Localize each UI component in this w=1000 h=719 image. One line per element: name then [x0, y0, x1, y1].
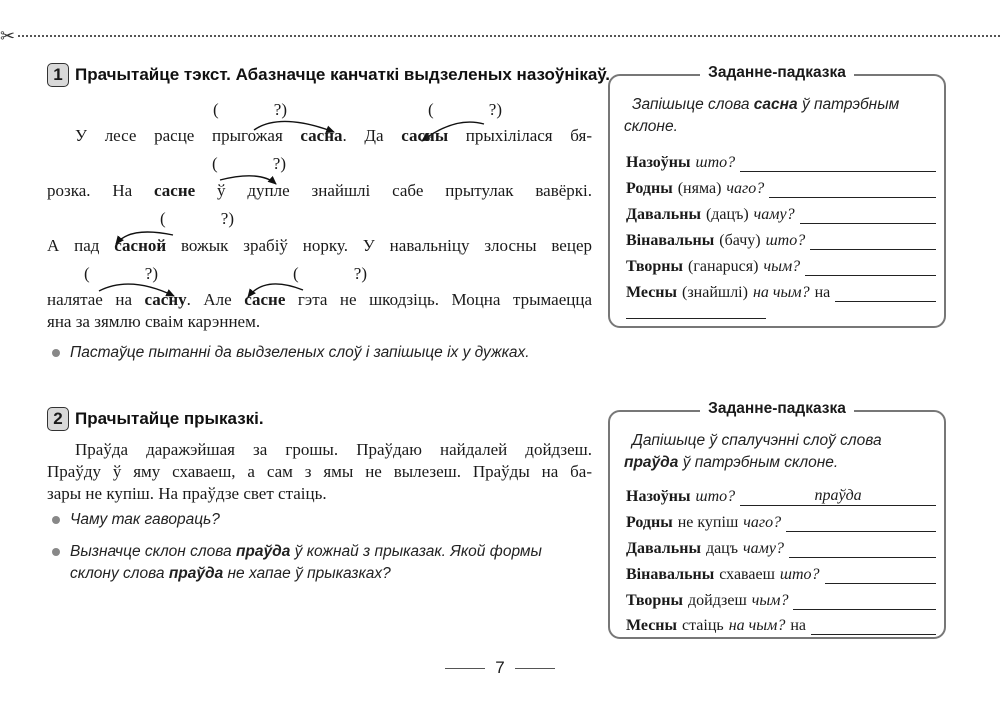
text-line-4: налятае на сасну. Але сасне гэта не шкодзіць. Моцна трымаецца	[47, 290, 592, 309]
answer-field[interactable]	[800, 206, 936, 224]
task-2-bullet-1: Чаму так гавораць?	[52, 509, 592, 531]
answer-field[interactable]	[810, 232, 936, 250]
hint-1-row-instrumental: Творны (ганарuся) чым?	[626, 254, 936, 276]
footer-rule-right	[515, 668, 555, 669]
answer-field[interactable]	[825, 566, 936, 584]
text-line-2: розка. На сасне ў дупле знайшлі сабе прытулак вавёркі.	[47, 181, 593, 200]
scissors-icon: ✂	[0, 26, 16, 47]
text-line-5: яна за зямлю сваім карэннем.	[47, 312, 261, 331]
page-footer	[0, 658, 1000, 678]
hint-1-row-nominative: Назоўны што?	[626, 150, 936, 172]
question-blank-4[interactable]: ( ?)	[160, 209, 234, 228]
proverb-line-2: Праўду ў яму схаваеш, а сам з ямы не вылезеш. Праўды на ба-	[47, 462, 592, 481]
answer-field[interactable]	[811, 617, 936, 635]
hint-2-title: Заданне-падказка	[610, 400, 944, 418]
hint-1-row-dative: Давальны (дацъ) чаму?	[626, 202, 936, 224]
answer-field[interactable]	[805, 258, 936, 276]
hint-2-row-accusative: Вінавальны схаваеш што?	[626, 562, 936, 584]
task-1-title: Прачытайце тэкст. Абазначце канчаткі выдзеленых назоўнікаў.	[75, 65, 610, 84]
hint-2-instruction: Дапішыце ў спалучэнні слоў слова праўда ў патрэбным склоне.	[624, 432, 882, 471]
hint-1-row-accusative: Вінавальны (бачу) што?	[626, 228, 936, 250]
text-line-1: У лесе расце прыгожая сасна. Да сасны прыхілілася бя-	[75, 126, 592, 145]
hint-box-1	[608, 64, 946, 328]
answer-field[interactable]	[789, 540, 936, 558]
task-1-number: 1	[47, 63, 69, 87]
text-line-3: А пад сасной вожык зрабіў норку. У навальніцу злосны вецер	[47, 236, 592, 255]
question-blank-2[interactable]: ( ?)	[428, 100, 502, 119]
hint-2-row-locative: Месны стаіць на чым? на	[626, 613, 936, 635]
task-2-bullet-2: Вызначце склон слова праўда ў кожнай з прыказак. Якой формы склону слова праўда не хапае ў прыказках?	[52, 541, 592, 585]
answer-field[interactable]	[786, 514, 936, 532]
hint-1-row-locative: Месны (знайшлі) на чым? на	[626, 280, 936, 302]
hint-2-row-genitive: Родны не купіш чаго?	[626, 510, 936, 532]
hint-1-row-genitive: Родны (няма) чаго?	[626, 176, 936, 198]
proverb-line-1: Праўда даражэйшая за грошы. Праўдаю найдалей дойдзеш.	[75, 440, 592, 459]
proverb-line-3: зары не купіш. На праўдзе свет стаіць.	[47, 484, 327, 503]
answer-field[interactable]	[769, 180, 936, 198]
answer-field[interactable]	[835, 284, 936, 302]
question-blank-6[interactable]: ( ?)	[293, 264, 367, 283]
hint-2-row-instrumental: Творны дойдзеш чым?	[626, 588, 936, 610]
answer-field[interactable]: праўда	[740, 488, 936, 506]
task-2-title: Прачытайце прыказкі.	[75, 409, 264, 428]
answer-field[interactable]	[740, 154, 936, 172]
question-blank-1[interactable]: ( ?)	[213, 100, 287, 119]
task-1-bullet: Пастаўце пытанні да выдзеленых слоў і запішыце іх у дужках.	[52, 342, 592, 364]
hint-2-row-dative: Давальны дацъ чаму?	[626, 536, 936, 558]
hint-box-2	[608, 400, 946, 639]
question-blank-5[interactable]: ( ?)	[84, 264, 158, 283]
bullet-dot	[52, 548, 60, 556]
question-blank-3[interactable]: ( ?)	[212, 154, 286, 173]
bullet-dot	[52, 349, 60, 357]
answer-field-continuation[interactable]	[626, 318, 766, 319]
page-number: 7	[495, 658, 505, 677]
answer-field[interactable]	[793, 592, 936, 610]
task-2-number: 2	[47, 407, 69, 431]
hint-2-row-nominative: Назоўны што? праўда	[626, 484, 936, 506]
hint-1-title: Заданне-падказка	[610, 64, 944, 82]
footer-rule-left	[445, 668, 485, 669]
bullet-dot	[52, 516, 60, 524]
hint-1-instruction: Запішыце слова сасна ў патрэбным склоне.	[624, 96, 900, 135]
